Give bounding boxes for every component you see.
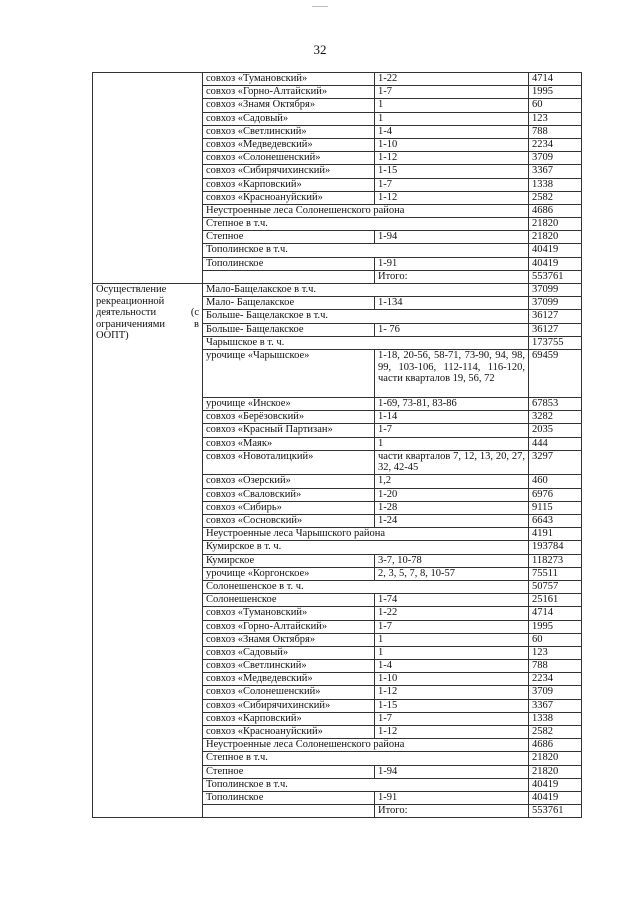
quarters-cell: 1-15 [375, 699, 529, 712]
quarters-cell: 1 [375, 99, 529, 112]
area-cell: 4191 [529, 528, 582, 541]
name-cell: совхоз «Тумановский» [203, 73, 375, 86]
quarters-cell: 1-18, 20-56, 58-71, 73-90, 94, 98, 99, 103-106, 112-114, 116-120, части кварталов 19, 56, 72 [375, 349, 529, 397]
table-body [93, 73, 582, 818]
area-cell: 2035 [529, 424, 582, 437]
area-cell: 2234 [529, 138, 582, 151]
quarters-cell: 1-24 [375, 515, 529, 528]
area-cell: 25161 [529, 594, 582, 607]
table-row [93, 284, 582, 297]
area-cell: 4686 [529, 204, 582, 217]
area-cell: 40419 [529, 791, 582, 804]
area-cell: 60 [529, 99, 582, 112]
area-cell: 2582 [529, 726, 582, 739]
name-cell [203, 270, 375, 283]
quarters-cell: 1-10 [375, 673, 529, 686]
area-cell: 1995 [529, 620, 582, 633]
area-cell: 40419 [529, 244, 582, 257]
name-cell: совхоз «Маяк» [203, 437, 375, 450]
name-cell: Степное в т.ч. [203, 752, 529, 765]
page-top-mark [312, 6, 328, 7]
quarters-cell: 1-7 [375, 424, 529, 437]
area-cell: 75511 [529, 567, 582, 580]
area-cell: 60 [529, 633, 582, 646]
category-cell: Осуществление рекреационной деятельности (с ограничениями в ООПТ) [93, 284, 203, 818]
name-cell [203, 805, 375, 818]
name-cell: Мало- Бащелакское [203, 297, 375, 310]
quarters-cell: 1-7 [375, 712, 529, 725]
name-cell: совхоз «Карповский» [203, 712, 375, 725]
name-cell: совхоз «Медведевский» [203, 673, 375, 686]
area-cell: 6643 [529, 515, 582, 528]
name-cell: совхоз «Знамя Октября» [203, 633, 375, 646]
name-cell: Неустроенные леса Чарышского района [203, 528, 529, 541]
quarters-cell: 1-14 [375, 411, 529, 424]
area-cell: 1995 [529, 86, 582, 99]
area-cell: 40419 [529, 778, 582, 791]
quarters-cell: 1-22 [375, 607, 529, 620]
area-cell: 40419 [529, 257, 582, 270]
name-cell: совхоз «Светлинский» [203, 660, 375, 673]
area-cell: 3709 [529, 686, 582, 699]
name-cell: совхоз «Садовый» [203, 646, 375, 659]
name-cell: совхоз «Солонешенский» [203, 686, 375, 699]
area-cell: 193784 [529, 541, 582, 554]
name-cell: совхоз «Берёзовский» [203, 411, 375, 424]
name-cell: Тополинское в т.ч. [203, 778, 529, 791]
area-cell: 9115 [529, 501, 582, 514]
quarters-cell: 1,2 [375, 475, 529, 488]
quarters-cell: 1 [375, 112, 529, 125]
area-cell: 67853 [529, 397, 582, 410]
area-cell: 553761 [529, 805, 582, 818]
name-cell: совхоз «Медведевский» [203, 138, 375, 151]
name-cell: совхоз «Тумановский» [203, 607, 375, 620]
quarters-cell: 1-7 [375, 86, 529, 99]
area-cell: 1338 [529, 178, 582, 191]
quarters-cell: 1 [375, 633, 529, 646]
area-cell: 69459 [529, 349, 582, 397]
name-cell: Неустроенные леса Солонешенского района [203, 739, 529, 752]
name-cell: совхоз «Светлинский» [203, 125, 375, 138]
name-cell: совхоз «Новоталицкий» [203, 450, 375, 475]
area-cell: 6976 [529, 488, 582, 501]
area-cell: 3282 [529, 411, 582, 424]
quarters-cell: 1-91 [375, 257, 529, 270]
name-cell: Чарышское в т. ч. [203, 336, 529, 349]
area-cell: 553761 [529, 270, 582, 283]
category-cell [93, 73, 203, 284]
area-cell: 3709 [529, 152, 582, 165]
quarters-cell: 1-4 [375, 125, 529, 138]
name-cell: совхоз «Красноануйский» [203, 726, 375, 739]
name-cell: совхоз «Сибирячихинский» [203, 165, 375, 178]
name-cell: урочище «Чарышское» [203, 349, 375, 397]
quarters-cell: 1 [375, 437, 529, 450]
quarters-cell: 1-94 [375, 231, 529, 244]
name-cell: совхоз «Сибирь» [203, 501, 375, 514]
name-cell: совхоз «Садовый» [203, 112, 375, 125]
name-cell: урочище «Коргонское» [203, 567, 375, 580]
area-cell: 1338 [529, 712, 582, 725]
quarters-cell: 1-69, 73-81, 83-86 [375, 397, 529, 410]
quarters-cell: 1-28 [375, 501, 529, 514]
area-cell: 788 [529, 125, 582, 138]
area-cell: 123 [529, 112, 582, 125]
quarters-cell: 1-74 [375, 594, 529, 607]
forest-areas-table [92, 72, 582, 818]
quarters-cell: 1-12 [375, 152, 529, 165]
quarters-cell: 1-12 [375, 191, 529, 204]
area-cell: 36127 [529, 323, 582, 336]
table-row [93, 73, 582, 86]
name-cell: совхоз «Красный Партизан» [203, 424, 375, 437]
name-cell: урочище «Инское» [203, 397, 375, 410]
quarters-cell: 1- 76 [375, 323, 529, 336]
name-cell: Неустроенные леса Солонешенского района [203, 204, 529, 217]
quarters-cell: 1-7 [375, 178, 529, 191]
quarters-cell: Итого: [375, 270, 529, 283]
name-cell: совхоз «Горно-Алтайский» [203, 86, 375, 99]
quarters-cell: 1-134 [375, 297, 529, 310]
quarters-cell: 3-7, 10-78 [375, 554, 529, 567]
area-cell: 123 [529, 646, 582, 659]
area-cell: 118273 [529, 554, 582, 567]
quarters-cell: Итого: [375, 805, 529, 818]
name-cell: совхоз «Солонешенский» [203, 152, 375, 165]
area-cell: 3367 [529, 165, 582, 178]
name-cell: Больше- Бащелакское в т.ч. [203, 310, 529, 323]
name-cell: совхоз «Сосновский» [203, 515, 375, 528]
name-cell: Тополинское [203, 257, 375, 270]
quarters-cell: 1-10 [375, 138, 529, 151]
quarters-cell: 1-7 [375, 620, 529, 633]
name-cell: совхоз «Красноануйский» [203, 191, 375, 204]
quarters-cell: 1-12 [375, 686, 529, 699]
area-cell: 4686 [529, 739, 582, 752]
area-cell: 173755 [529, 336, 582, 349]
area-cell: 21820 [529, 765, 582, 778]
name-cell: совхоз «Карповский» [203, 178, 375, 191]
name-cell: Тополинское в т.ч. [203, 244, 529, 257]
quarters-cell: 1-91 [375, 791, 529, 804]
area-cell: 21820 [529, 752, 582, 765]
area-cell: 2582 [529, 191, 582, 204]
name-cell: совхоз «Сибирячихинский» [203, 699, 375, 712]
area-cell: 21820 [529, 231, 582, 244]
area-cell: 37099 [529, 297, 582, 310]
area-cell: 2234 [529, 673, 582, 686]
area-cell: 50757 [529, 580, 582, 593]
area-cell: 4714 [529, 73, 582, 86]
name-cell: Солонешенское в т. ч. [203, 580, 529, 593]
page-number: 32 [313, 42, 327, 57]
name-cell: Больше- Бащелакское [203, 323, 375, 336]
area-cell: 3297 [529, 450, 582, 475]
quarters-cell: 2, 3, 5, 7, 8, 10-57 [375, 567, 529, 580]
area-cell: 4714 [529, 607, 582, 620]
quarters-cell: 1-4 [375, 660, 529, 673]
name-cell: Степное [203, 765, 375, 778]
quarters-cell: 1 [375, 646, 529, 659]
area-cell: 460 [529, 475, 582, 488]
name-cell: Мало-Бащелакское в т.ч. [203, 284, 529, 297]
area-cell: 788 [529, 660, 582, 673]
name-cell: Степное в т.ч. [203, 218, 529, 231]
area-cell: 3367 [529, 699, 582, 712]
area-cell: 37099 [529, 284, 582, 297]
name-cell: Тополинское [203, 791, 375, 804]
name-cell: совхоз «Знамя Октября» [203, 99, 375, 112]
area-cell: 444 [529, 437, 582, 450]
quarters-cell: 1-94 [375, 765, 529, 778]
quarters-cell: 1-15 [375, 165, 529, 178]
quarters-cell: части кварталов 7, 12, 13, 20, 27, 32, 42-45 [375, 450, 529, 475]
area-cell: 21820 [529, 218, 582, 231]
name-cell: совхоз «Горно-Алтайский» [203, 620, 375, 633]
name-cell: Степное [203, 231, 375, 244]
name-cell: совхоз «Сваловский» [203, 488, 375, 501]
quarters-cell: 1-22 [375, 73, 529, 86]
name-cell: совхоз «Озерский» [203, 475, 375, 488]
name-cell: Кумирское [203, 554, 375, 567]
quarters-cell: 1-12 [375, 726, 529, 739]
name-cell: Солонешенское [203, 594, 375, 607]
name-cell: Кумирское в т. ч. [203, 541, 529, 554]
area-cell: 36127 [529, 310, 582, 323]
quarters-cell: 1-20 [375, 488, 529, 501]
